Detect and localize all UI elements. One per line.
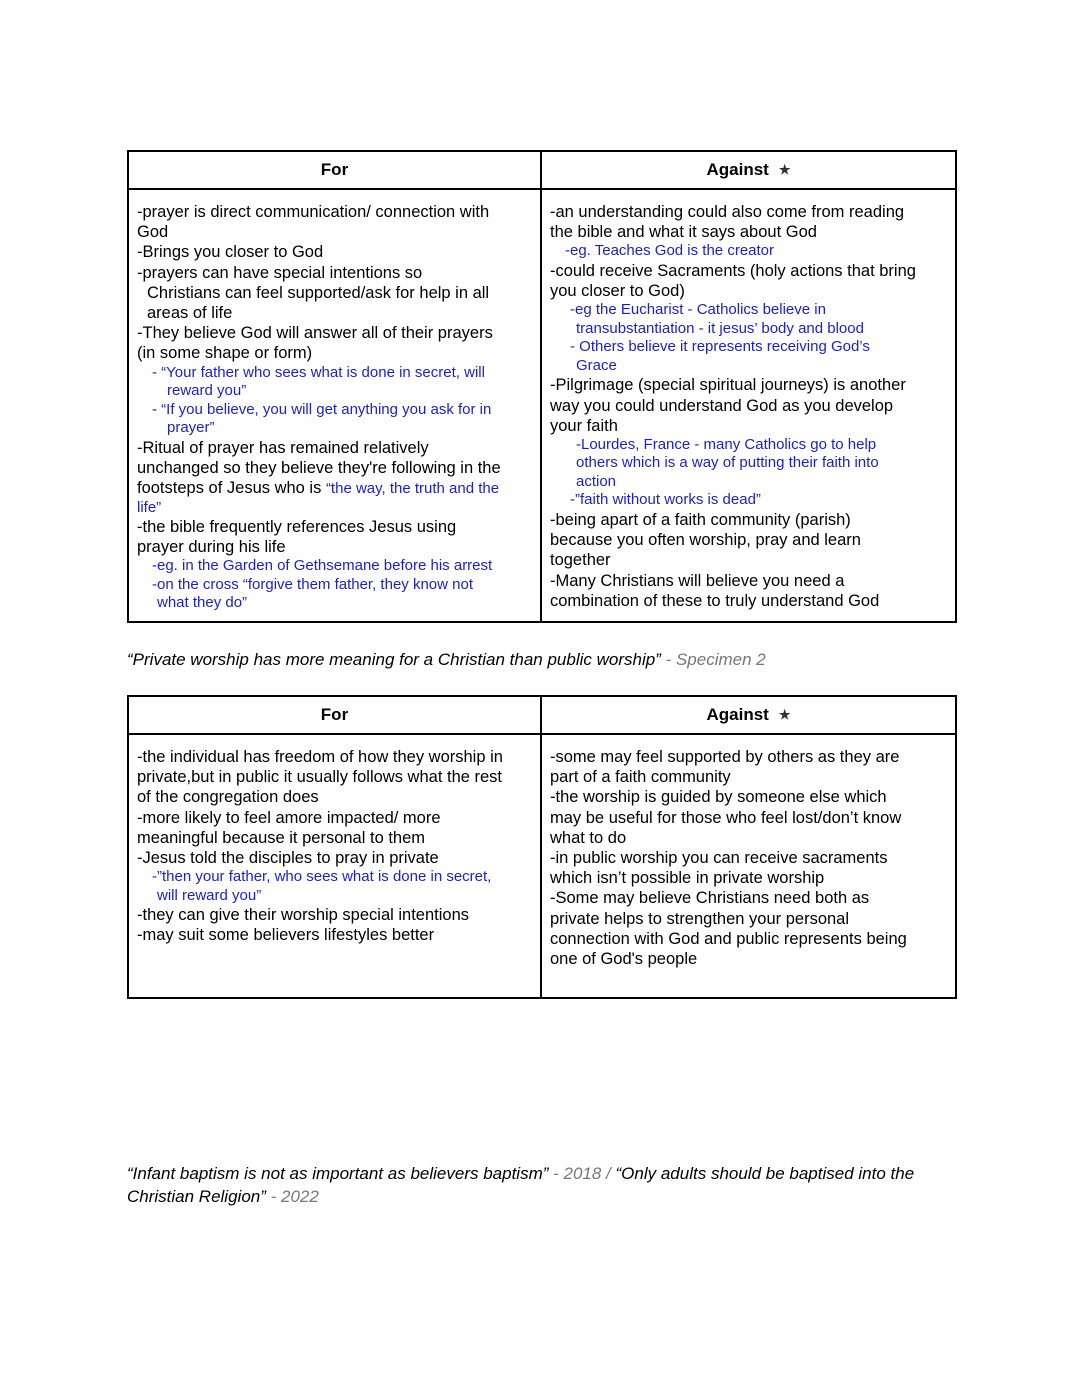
text-line: unchanged so they believe they're following in the (137, 458, 501, 477)
text-line: -the worship is guided by someone else which (550, 788, 887, 807)
text-line: -Pilgrimage (special spiritual journeys) is another (550, 376, 906, 395)
text-line: -Some may believe Christians need both as (550, 889, 870, 908)
text-line: -Ritual of prayer has remained relatively (137, 438, 429, 457)
quote-line: - “Your father who sees what is done in secret, will (152, 363, 485, 381)
quote-line: life” (137, 498, 162, 516)
text-line: one of God's people (550, 950, 698, 969)
example-line: what they do” (157, 594, 248, 612)
quote-line: prayer” (167, 419, 215, 437)
quote-inline: “the way, the truth and the (325, 480, 500, 498)
text-line: -prayers can have special intentions so (137, 263, 423, 282)
text-line: private helps to strengthen your personal (550, 909, 850, 928)
text-line: private,but in public it usually follows what the rest (137, 768, 503, 787)
text-line: -the individual has freedom of how they worship in (137, 748, 503, 766)
star-icon: ★ (778, 162, 791, 177)
question-source: - 2022 (265, 1187, 319, 1206)
example-line: Grace (576, 356, 617, 374)
text-line: -may suit some believers lifestyles better (137, 926, 435, 945)
arguments-table-2 (127, 695, 957, 999)
text-line: -Many Christians will believe you need a (550, 571, 845, 590)
against-header: Against ★ (541, 696, 956, 734)
text-line: connection with God and public represents being (550, 929, 907, 948)
for-cell (128, 734, 541, 998)
for-header: For (128, 696, 541, 734)
example-line: transubstantiation - it jesus’ body and blood (576, 319, 864, 337)
text-line: -prayer is direct communication/ connection with (137, 203, 490, 221)
text-line: -being apart of a faith community (parish) (550, 510, 851, 529)
text-line: areas of life (147, 304, 233, 323)
text-line: -Brings you closer to God (137, 243, 324, 262)
text-line: prayer during his life (137, 538, 286, 557)
text-line: part of a faith community (550, 768, 731, 787)
text-line: you closer to God) (550, 282, 685, 301)
example-line: -eg. in the Garden of Gethsemane before his arrest (152, 557, 493, 575)
text-line: way you could understand God as you develop (550, 396, 894, 415)
text-line: because you often worship, pray and learn (550, 531, 861, 550)
text-line: combination of these to truly understand God (550, 591, 880, 610)
against-cell (541, 189, 956, 622)
quote-line: -”then your father, who sees what is done in secret, (152, 868, 492, 886)
exam-question: “Private worship has more meaning for a Christian than public worship” - Specimen 2 (127, 650, 766, 669)
text-line: together (550, 551, 611, 570)
for-cell (128, 189, 541, 622)
text-line: -the bible frequently references Jesus using (137, 518, 457, 537)
question-source: - Specimen 2 (660, 650, 766, 669)
against-cell (541, 734, 956, 998)
text-line: -in public worship you can receive sacraments (550, 849, 888, 868)
text-line: -some may feel supported by others as they are (550, 748, 900, 766)
star-icon: ★ (778, 707, 791, 722)
text-line: what to do (550, 828, 627, 847)
text-line: your faith (550, 416, 618, 435)
example-line: -on the cross “forgive them father, they know not (152, 575, 473, 593)
text-line: the bible and what it says about God (550, 223, 817, 242)
for-header: For (128, 151, 541, 189)
text-line: may be useful for those who feel lost/don’t know (550, 808, 902, 827)
example-line: -Lourdes, France - many Catholics go to help (576, 435, 877, 453)
text-line: which isn’t possible in private worship (550, 869, 825, 888)
text-line: -Jesus told the disciples to pray in private (137, 849, 439, 868)
against-header: Against ★ (541, 151, 956, 189)
text-line: -more likely to feel amore impacted/ more (137, 808, 441, 827)
exam-question: “Infant baptism is not as important as believers baptism” - 2018 / “Only adults should be baptised into the Christian Religion” - 2022 (127, 1164, 915, 1206)
quote-line: will reward you” (157, 886, 262, 904)
arguments-table-1 (127, 150, 957, 623)
quote-line: -”faith without works is dead” (570, 491, 761, 509)
example-line: -eg the Eucharist - Catholics believe in (570, 301, 826, 319)
text-line: Christians can feel supported/ask for help in all (147, 283, 490, 302)
quote-line: reward you” (167, 382, 247, 400)
quote-line: - “If you believe, you will get anything you ask for in (152, 400, 492, 418)
text-line: meaningful because it personal to them (137, 828, 426, 847)
text-line: -an understanding could also come from reading (550, 203, 905, 221)
text-line: -They believe God will answer all of their prayers (137, 324, 493, 343)
example-line: action (576, 472, 617, 490)
text-line: footsteps of Jesus who is “the way, the truth and the (137, 479, 500, 498)
example-line: others which is a way of putting their faith into (576, 454, 879, 472)
question-source: - 2018 / (548, 1164, 616, 1183)
text-line: -could receive Sacraments (holy actions that bring (550, 261, 916, 280)
example-line: -eg. Teaches God is the creator (565, 242, 775, 260)
text-line: of the congregation does (137, 788, 319, 807)
text-line: (in some shape or form) (137, 344, 313, 363)
example-line: - Others believe it represents receiving God’s (570, 338, 870, 356)
text-line: -they can give their worship special intentions (137, 906, 470, 925)
text-line: God (137, 223, 169, 242)
